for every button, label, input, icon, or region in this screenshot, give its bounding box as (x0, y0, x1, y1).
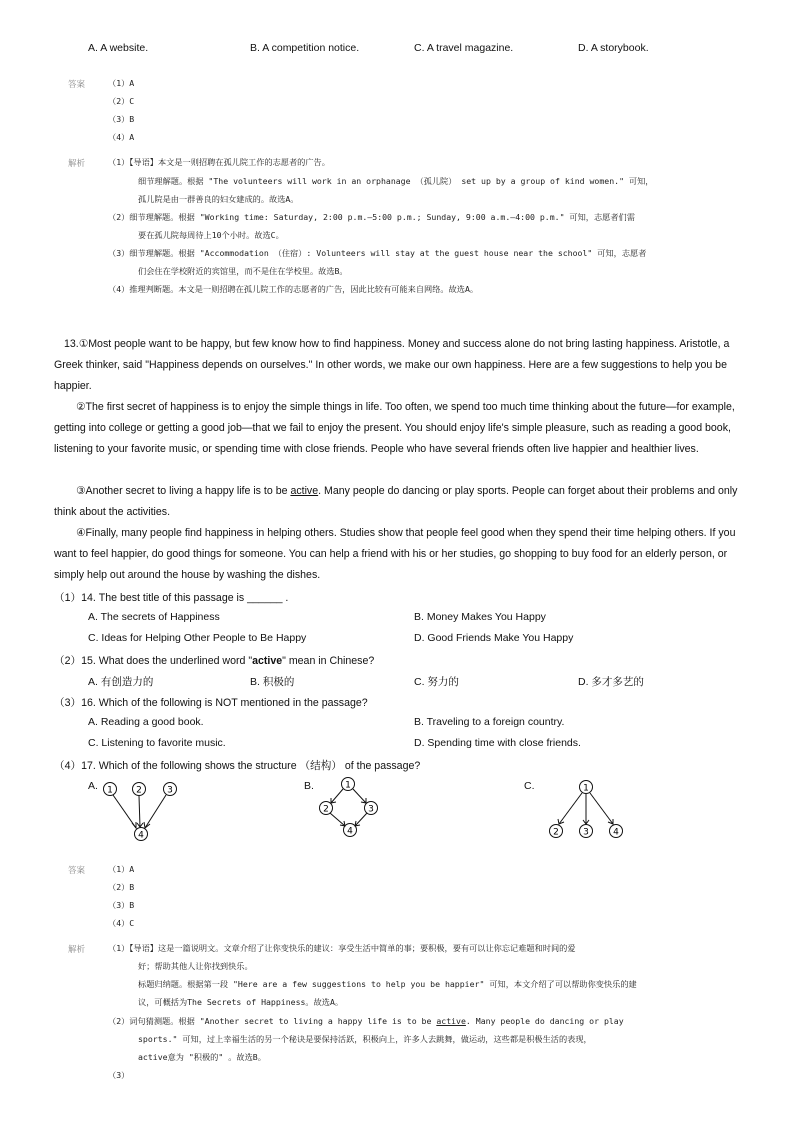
stem-bold-word: active (252, 655, 283, 667)
question-number: 13. (64, 338, 79, 350)
node-label: 1 (107, 785, 113, 796)
question-16-stem: （3）16. Which of the following is NOT mentioned in the passage? (54, 697, 368, 709)
structure-diagram-b[interactable] (310, 774, 390, 840)
question-15-stem (54, 653, 374, 668)
structure-diagram-a[interactable] (96, 778, 196, 844)
prev-analysis-line: （3）细节理解题。根据 "Accommodation （住宿）: Volunteers will stay at the guest house near the school" 可知，志愿者 (108, 248, 647, 258)
q15-option-a[interactable]: A. 有创造力的 (88, 676, 154, 688)
analysis-label: 解析 (68, 945, 86, 955)
answer-1: （1）A (108, 864, 135, 874)
question-17-stem: （4）17. Which of the following shows the structure （结构） of the passage? (54, 760, 421, 772)
passage-paragraph-4: ④Finally, many people find happiness in helping others. Studies show that people feel good when they spend their time helping others. If you want to feel happier, do good things for someone. You can help a friend with his or her studies, go shopping to buy food for an elderly person, or simply help out around the house by washing the dishes. (54, 527, 736, 581)
prev-analysis-line: 们会住在学校附近的宾馆里，而不是住在学校里。故选B。 (138, 266, 348, 276)
node-label: 1 (345, 780, 351, 791)
paragraph-text: . Many people do dancing or play sports. People can forget about their problems and only think about the activities. (54, 485, 738, 518)
prev-option-d[interactable]: D. A storybook. (578, 42, 649, 54)
paragraph-text: ①Most people want to be happy, but few know how to find happiness. Money and success alone do not bring lasting happiness. Aristotle, a Greek thinker, said "Happiness depends on ourselves." In other words, we make our own happiness. Here are a few suggestions to help you be happier. (54, 338, 730, 392)
stem-text: " mean in Chinese? (282, 655, 375, 667)
answer-label: 答案 (68, 866, 86, 876)
structure-diagram-c[interactable] (540, 776, 630, 842)
q14-option-a[interactable]: A. The secrets of Happiness (88, 611, 220, 623)
prev-analysis-line: （2）细节理解题。根据 "Working time: Saturday, 2:00 p.m.—5:00 p.m.; Sunday, 9:00 a.m.—4:00 p.m." 可知，志愿者们需 (108, 212, 635, 222)
question-14-stem: （1）14. The best title of this passage is ______ . (54, 592, 289, 604)
q14-option-b[interactable]: B. Money Makes You Happy (414, 611, 546, 623)
prev-answer-4: （4）A (108, 132, 135, 142)
paragraph-text: ③Another secret to living a happy life is to be (76, 485, 291, 497)
analysis-line: （3） (108, 1070, 130, 1080)
q17-option-c-label[interactable]: C. (524, 780, 535, 792)
underlined-word: active (436, 1016, 466, 1026)
answer-3: （3）B (108, 900, 135, 910)
analysis-line (108, 1016, 624, 1027)
node-label: 1 (583, 783, 589, 794)
analysis-line: 议，可概括为The Secrets of Happiness。故选A。 (138, 997, 344, 1007)
prev-analysis-line: 要在孤儿院每周待上10个小时。故选C。 (138, 230, 284, 240)
prev-answer-2: （2）C (108, 96, 135, 106)
node-label: 2 (136, 785, 142, 796)
prev-option-a[interactable]: A. A website. (88, 42, 149, 54)
q16-option-d[interactable]: D. Spending time with close friends. (414, 737, 581, 749)
q16-option-a[interactable]: A. Reading a good book. (88, 716, 204, 728)
answer-4: （4）C (108, 918, 135, 928)
node-label: 4 (347, 826, 353, 837)
prev-option-c[interactable]: C. A travel magazine. (414, 42, 514, 54)
node-label: 4 (138, 830, 144, 841)
analysis-text: . Many people do dancing or play (465, 1016, 624, 1026)
q14-option-d[interactable]: D. Good Friends Make You Happy (414, 632, 574, 644)
stem-text: （2）15. What does the underlined word " (54, 655, 253, 667)
passage-paragraph-3 (54, 481, 744, 523)
q15-option-d[interactable]: D. 多才多艺的 (578, 676, 644, 688)
q17-option-b-label[interactable]: B. (304, 780, 314, 792)
node-label: 2 (553, 827, 559, 838)
prev-answer-3: （3）B (108, 114, 135, 124)
prev-analysis-line: 细节理解题。根据 "The volunteers will work in an orphanage （孤儿院） set up by a group of kind women." 可知， (138, 176, 654, 186)
answer-2: （2）B (108, 882, 135, 892)
analysis-text: （2）词句猜测题。根据 "Another secret to living a happy life is to be (108, 1016, 437, 1026)
analysis-line: 标题归纳题。根据第一段 "Here are a few suggestions to help you be happier" 可知，本文介绍了可以帮助你变快乐的建 (138, 979, 637, 989)
analysis-line: （1）【导语】这是一篇说明文。文章介绍了让你变快乐的建议：享受生活中简单的事；要积极，要有可以让你忘记难题和时间的爱 (108, 943, 576, 953)
analysis-label: 解析 (68, 159, 86, 169)
prev-option-b[interactable]: B. A competition notice. (250, 42, 360, 54)
analysis-line: active意为 "积极的" 。故选B。 (138, 1052, 266, 1062)
q16-option-b[interactable]: B. Traveling to a foreign country. (414, 716, 565, 728)
passage-paragraph-2: ②The first secret of happiness is to enjoy the simple things in life. Too often, we spend too much time thinking about the future—for example, getting into college or getting a good job—that we fail to enjoy the present. You should enjoy life's simple pleasure, such as reading a good book, listening to your favorite music, or spending time with close friends. People who have several friends often live happier and healthier lives. (54, 401, 735, 455)
node-label: 2 (323, 804, 329, 815)
node-label: 3 (368, 804, 374, 815)
q14-option-c[interactable]: C. Ideas for Helping Other People to Be Happy (88, 632, 307, 644)
analysis-line: sports." 可知，过上幸福生活的另一个秘诀是要保持活跃，积极向上，许多人去跳舞，做运动，这些都是积极生活的表现， (138, 1034, 592, 1044)
underlined-word: active (290, 485, 319, 497)
node-label: 3 (583, 827, 589, 838)
answer-label: 答案 (68, 80, 86, 90)
node-label: 3 (167, 785, 173, 796)
prev-analysis-line: 孤儿院是由一群善良的妇女建成的。故选A。 (138, 194, 299, 204)
prev-analysis-line: （4）推理判断题。本文是一则招聘在孤儿院工作的志愿者的广告，因此比较有可能来自网络。故选A。 (108, 284, 479, 294)
node-label: 4 (613, 827, 619, 838)
q15-option-c[interactable]: C. 努力的 (414, 676, 459, 688)
q15-option-b[interactable]: B. 积极的 (250, 676, 295, 688)
passage-paragraph-1 (54, 334, 744, 397)
q17-option-a-label[interactable]: A. (88, 780, 98, 792)
q16-option-c[interactable]: C. Listening to favorite music. (88, 737, 226, 749)
analysis-line: 好；帮助其他人让你找到快乐。 (138, 961, 253, 971)
prev-answer-1: （1）A (108, 78, 135, 88)
prev-analysis-line: （1）【导语】本文是一则招聘在孤儿院工作的志愿者的广告。 (108, 157, 330, 167)
